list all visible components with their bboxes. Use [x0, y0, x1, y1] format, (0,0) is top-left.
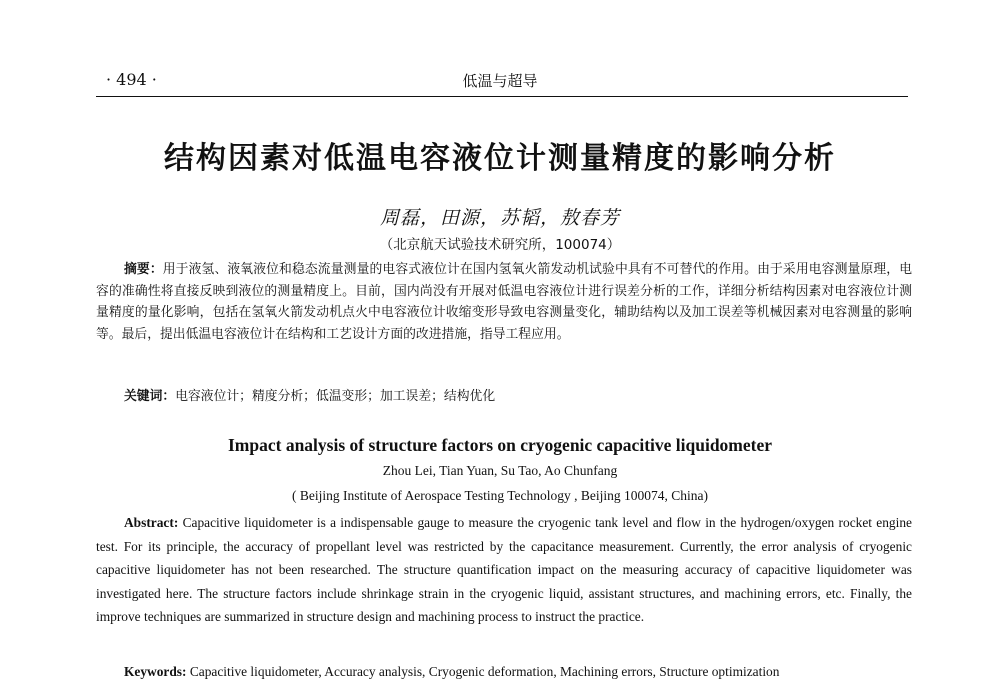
chinese-keywords-text: 电容液位计；精度分析；低温变形；加工误差；结构优化 — [175, 389, 496, 404]
chinese-authors: 周磊，田源，苏韬，敖春芳 — [379, 207, 620, 229]
page-number: · 494 · — [106, 70, 157, 89]
english-affiliation: ( Beijing Institute of Aerospace Testing Technology , Beijing 100074, China) — [291, 488, 709, 503]
chinese-abstract-text: 用于液氢、液氧液位和稳态流量测量的电容式液位计在国内氢氧火箭发动机试验中具有不可替代的作用。由于采用电容测量原理，电容的准确性将直接反映到液位的测量精度上。目前，国内尚没有开展对低温电容液位计进行误差分析的工作，详细分析结构因素对电容液位计测量精度的量化影响，包括在氢氧火箭发动机点火中电容液位计收缩变形导致电容测量变化，辅助结构以及加工误差等机械因素对电容测量的影响等。最后，提出低温电容液位计在结构和工艺设计方面的改进措施，指导工程应用。 — [96, 262, 913, 342]
chinese-abstract-label: 摘要： — [124, 262, 163, 277]
chinese-abstract — [96, 259, 912, 345]
header-rule — [96, 96, 908, 97]
chinese-keywords-label: 关键词： — [124, 389, 176, 404]
journal-name: 低温与超导 — [462, 72, 538, 90]
english-title: Impact analysis of structure factors on cryogenic capacitive liquidometer — [227, 435, 773, 455]
english-abstract — [96, 511, 912, 629]
english-keywords-text: Capacitive liquidometer, Accuracy analysis, Cryogenic deformation, Machining errors, Structure optimization — [186, 664, 780, 679]
english-abstract-text: Capacitive liquidometer is a indispensable gauge to measure the cryogenic tank level and flow in the hydrogen/oxygen rocket engine test. For its principle, the accuracy of propellant level was restricted by the capacitance measurement. Currently, the error analysis of cryogenic capacitive liquidometer has not been researched. The structure quantification impact on the measuring accuracy of capacitive liquidometer was investigated here. The structure factors include shrinkage strain in the cryogenic liquid, assistant structures, and machining errors, etc. Finally, the improve techniques are summarized in structure design and machining process to instruct the practice. — [96, 515, 912, 624]
chinese-keywords — [124, 385, 495, 404]
chinese-affiliation: （北京航天试验技术研究所，100074） — [379, 237, 621, 253]
english-keywords — [124, 664, 779, 680]
english-keywords-label: Keywords: — [124, 664, 187, 679]
english-authors: Zhou Lei, Tian Yuan, Su Tao, Ao Chunfang — [382, 463, 618, 478]
chinese-title: 结构因素对低温电容液位计测量精度的影响分析 — [164, 141, 836, 176]
english-abstract-label: Abstract: — [124, 515, 179, 530]
